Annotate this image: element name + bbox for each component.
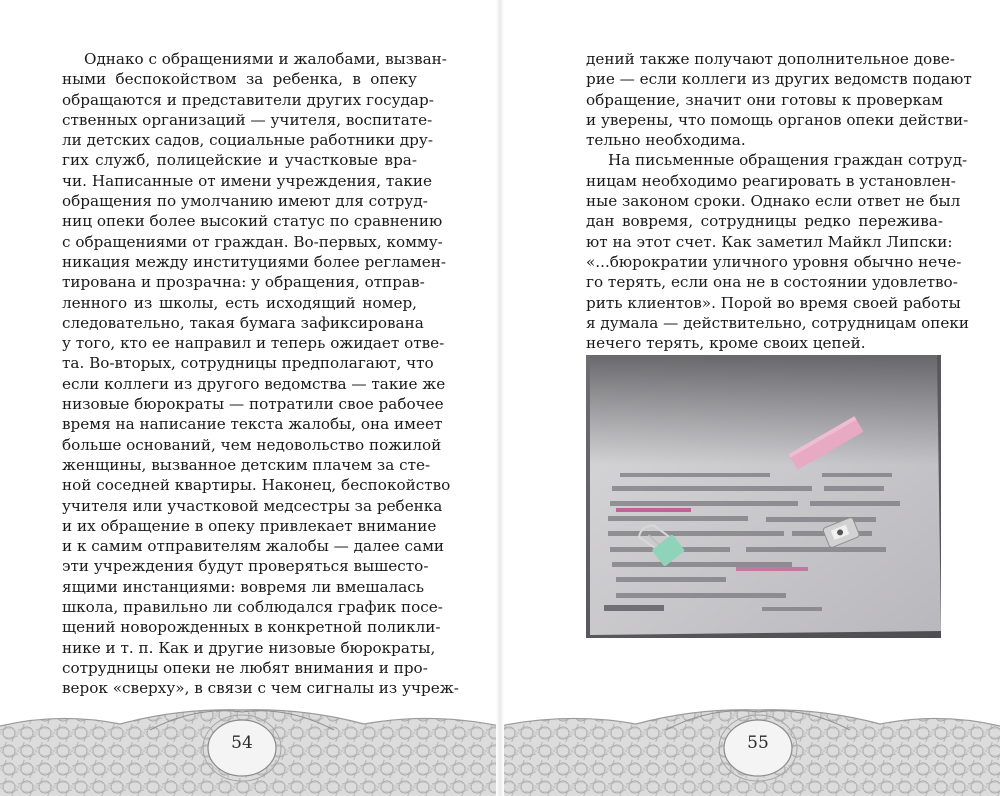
text-line: обращения по умолчанию имеют для сотруд- <box>62 192 428 211</box>
text-line: тирована и прозрачна: у обращения, отправ- <box>62 273 425 292</box>
text-line: ные законом сроки. Однако если ответ не был <box>586 192 961 211</box>
text-line: ли детских садов, социальные работники дру- <box>62 131 433 150</box>
text-line: ной соседней квартиры. Наконец, беспокойство <box>62 476 451 495</box>
text-line: с обращениями от граждан. Во-первых, комму- <box>62 232 443 251</box>
text-line: ниц опеки более высокий статус по сравнению <box>62 212 443 231</box>
text-line: учителя или участковой медсестры за ребенка <box>62 496 443 515</box>
text-line: ленного из школы, есть исходящий номер, <box>62 293 417 312</box>
text-line: обращение, значит они готовы к проверкам <box>586 90 943 109</box>
page-number: 54 <box>231 733 253 753</box>
text-line: ящими инстанциями: вовремя ли вмешалась <box>62 577 425 596</box>
photo-illustration <box>586 355 941 638</box>
text-line: та. Во-вторых, сотрудницы предполагают, что <box>62 354 434 373</box>
text-line: ственных организаций — учителя, воспитате- <box>62 110 433 129</box>
text-line: больше оснований, чем недовольство пожилой <box>62 435 442 454</box>
page-number: 55 <box>747 733 769 753</box>
text-line: у того, кто ее направил и теперь ожидает отве- <box>62 334 445 353</box>
text-line: ными беспокойством за ребенка, в опеку <box>62 70 417 89</box>
text-line: ют на этот счет. Как заметил Майкл Липски: <box>586 232 953 251</box>
text-line: «...бюрократии уличного уровня обычно нече- <box>586 252 962 271</box>
text-line: нечего терять, кроме своих цепей. <box>586 334 866 353</box>
text-line: рие — если коллеги из других ведомств подают <box>586 70 972 89</box>
text-line: если коллеги из другого ведомства — такие же <box>62 374 446 393</box>
right-page <box>500 0 1000 796</box>
text-line: гих служб, полицейские и участковые вра- <box>62 151 417 170</box>
text-line: На письменные обращения граждан сотруд- <box>608 151 968 170</box>
text-line: и к самим отправителям жалобы — далее сами <box>62 537 445 556</box>
photo-highlighter-mark <box>616 508 691 512</box>
photo-svg <box>586 355 941 638</box>
text-line: верок «сверху», в связи с чем сигналы из учреж- <box>62 679 459 698</box>
text-line: дан вовремя, сотрудницы редко пережива- <box>586 212 943 231</box>
text-line: и уверены, что помощь органов опеки действи- <box>586 110 969 129</box>
text-line: следовательно, такая бумага зафиксирована <box>62 313 424 332</box>
text-line: никация между институциями более регламен- <box>62 252 446 271</box>
text-line: обращаются и представители других государ- <box>62 90 434 109</box>
text-line: рить клиентов». Порой во время своей работы <box>586 293 961 312</box>
book-gutter <box>496 0 504 796</box>
text-line: Однако с обращениями и жалобами, вызван- <box>84 50 447 68</box>
text-line: сотрудницы опеки не любят внимания и про- <box>62 658 428 677</box>
text-line: школа, правильно ли соблюдался график посе- <box>62 598 443 617</box>
text-line: я думала — действительно, сотрудницам опеки <box>586 313 970 332</box>
photo-highlighter-mark-3 <box>604 605 664 611</box>
text-line: ницам необходимо реагировать в установлен- <box>586 171 956 190</box>
text-line: чи. Написанные от имени учреждения, такие <box>62 171 432 190</box>
text-line: нике и т. п. Как и другие низовые бюрократы, <box>62 638 436 657</box>
text-line: дений также получают дополнительное дове- <box>586 50 955 68</box>
text-line: тельно необходима. <box>586 131 746 150</box>
right-page-text <box>586 49 972 353</box>
left-page-text <box>62 49 459 699</box>
text-line: щений новорожденных в конкретной поликли- <box>62 618 441 637</box>
text-line: эти учреждения будут проверяться вышесто- <box>62 557 429 576</box>
text-line: низовые бюрократы — потратили свое рабочее <box>62 395 444 414</box>
text-line: и их обращение в опеку привлекает внимание <box>62 516 437 535</box>
text-line: го терять, если она не в состоянии удовлетво- <box>586 273 958 292</box>
photo-highlighter-mark-2 <box>736 567 808 571</box>
text-line: женщины, вызванное детским плачем за сте- <box>62 455 431 474</box>
text-line: время на написание текста жалобы, она имеет <box>62 415 443 434</box>
